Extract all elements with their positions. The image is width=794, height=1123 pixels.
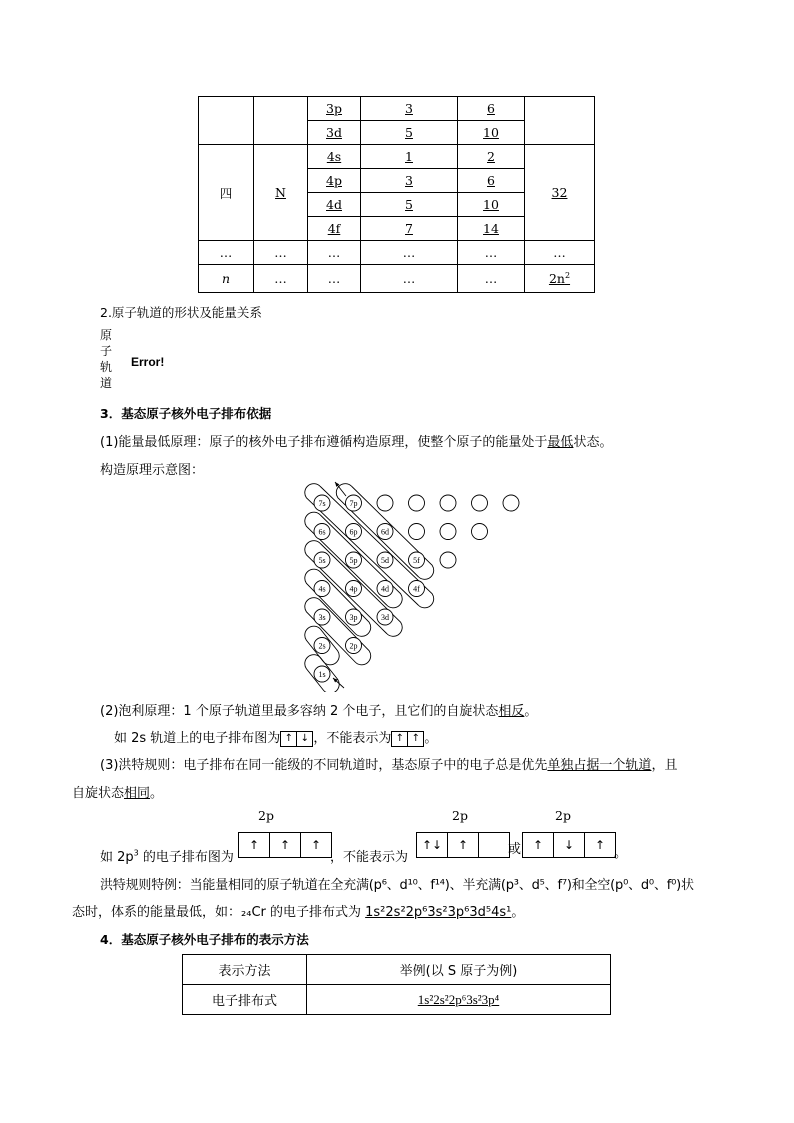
cell-count: 7 xyxy=(361,217,458,241)
orbital-label: 4f xyxy=(413,584,420,594)
text: 的电子排布图为 xyxy=(138,850,234,865)
cell-level: … xyxy=(254,265,308,293)
orbital-label: 6s xyxy=(318,527,326,537)
header-method: 表示方法 xyxy=(183,955,307,985)
vert-char: 轨 xyxy=(100,360,113,374)
representation-table xyxy=(182,954,611,1015)
orbital-label: 3d xyxy=(381,613,389,622)
cell-shell: … xyxy=(199,241,254,265)
up-arrow: ↑ xyxy=(411,732,421,744)
up-arrow: ↑ xyxy=(270,833,301,857)
cell-total xyxy=(525,265,595,293)
cell-sub: 3p xyxy=(308,97,361,121)
para-pauli-example xyxy=(114,727,437,747)
cell-example: 1s²2s²2p⁶3s²3p⁴ xyxy=(307,985,611,1015)
text: 或 xyxy=(508,842,522,857)
text-sup: 3 xyxy=(133,848,139,858)
section3-title: 3．基态原子核外电子排布依据 xyxy=(100,406,272,421)
down-arrow: ↓ xyxy=(554,833,585,857)
hund-box-correct xyxy=(238,832,332,858)
para-2p-example xyxy=(100,846,234,865)
empty-cell xyxy=(479,833,509,857)
orbital-vertical-label xyxy=(100,327,114,391)
text-under: 1s²2s²2p⁶3s²3p⁶3d⁵4s¹ xyxy=(365,905,512,920)
cell-count: … xyxy=(361,265,458,293)
text: 如 2p xyxy=(100,850,134,865)
para-pauli xyxy=(100,700,537,719)
text: ₂₄Cr 的电子排布式为 xyxy=(241,905,366,920)
empty-orbital xyxy=(409,524,425,540)
orbital-box-wrong xyxy=(391,731,424,747)
up-arrow: ↑ xyxy=(239,833,270,857)
cell-count: 3 xyxy=(361,169,458,193)
vert-char: 道 xyxy=(100,376,113,390)
text-under: 单独占据一个轨道 xyxy=(547,758,652,773)
text: 态时，体系的能量最低，如： xyxy=(72,905,242,920)
para-hund-special: 洪特规则特例：当能量相同的原子轨道在全充满(p⁶、d¹⁰、f¹⁴)、半充满(p³、d⁵、f⁷)和全空(p⁰、d⁰、f⁰)状 xyxy=(100,878,694,893)
error-text: Error! xyxy=(131,355,165,369)
cell-max: 10 xyxy=(458,193,525,217)
total-base: 2n xyxy=(548,271,565,287)
pair-arrow: ↑↓ xyxy=(417,833,448,857)
hund-box-wrong-2 xyxy=(522,832,616,858)
cell-max: 14 xyxy=(458,217,525,241)
label-2p: 2p xyxy=(452,808,468,823)
cell-count: 5 xyxy=(361,121,458,145)
text: ，不能表示为 xyxy=(330,850,409,865)
cell-total: … xyxy=(525,241,595,265)
orbital-label: 2p xyxy=(349,641,358,651)
label-2p: 2p xyxy=(555,808,571,823)
text-under: 相反 xyxy=(498,704,525,719)
orbital-label: 6d xyxy=(381,527,389,537)
up-arrow: ↑ xyxy=(594,838,606,852)
text: 。 xyxy=(424,731,438,746)
orbital-label: 5s xyxy=(318,556,326,565)
cell-count: 1 xyxy=(361,145,458,169)
cell-sub: 4s xyxy=(308,145,361,169)
cell-sub: 4p xyxy=(308,169,361,193)
cell-sub: … xyxy=(308,265,361,293)
up-arrow: ↑ xyxy=(392,732,408,746)
hund-box-wrong-1 xyxy=(416,832,510,858)
para-lowest-energy xyxy=(100,431,612,450)
orbital-label: 7p xyxy=(349,499,358,508)
cell-max: … xyxy=(458,241,525,265)
text: (2)泡利原理：1 个原子轨道里最多容纳 2 个电子，且它们的自旋状态 xyxy=(100,704,499,719)
cell-max: 10 xyxy=(458,121,525,145)
cell-total xyxy=(525,97,595,145)
cell-count: 3 xyxy=(361,97,458,121)
text: 状态。 xyxy=(573,435,613,450)
text: 如 2s 轨道上的电子排布图为 xyxy=(114,731,281,746)
cell-max: 6 xyxy=(458,97,525,121)
aufbau-diagram xyxy=(296,478,536,692)
text: 。 xyxy=(150,786,164,801)
cell-level xyxy=(254,97,308,145)
text: (1)能量最低原理：原子的核外电子排布遵循构造原理，使整个原子的能量处于 xyxy=(100,435,548,450)
section2-title: 2.原子轨道的形状及能量关系 xyxy=(100,305,262,320)
vert-char: 子 xyxy=(100,344,113,358)
text: 。 xyxy=(511,905,525,920)
orbital-label: 4s xyxy=(318,584,326,594)
orbital-label: 4p xyxy=(349,584,358,594)
cell-total: 32 xyxy=(525,145,595,241)
up-arrow: ↑ xyxy=(523,833,554,857)
section4-title: 4．基态原子核外电子排布的表示方法 xyxy=(100,932,309,947)
orbital-box-correct xyxy=(280,731,313,747)
empty-orbital xyxy=(440,524,456,540)
empty-orbital xyxy=(440,495,456,511)
orbital-label: 3s xyxy=(318,613,326,622)
vert-char: 原 xyxy=(100,328,113,342)
cell-shell xyxy=(199,97,254,145)
diagram-title: 构造原理示意图： xyxy=(100,463,205,478)
cell-sub: 4d xyxy=(308,193,361,217)
cell-level: … xyxy=(254,241,308,265)
header-example: 举例(以 S 原子为例) xyxy=(307,955,611,985)
orbital-label: 1s xyxy=(318,670,326,679)
text: 。 xyxy=(524,704,538,719)
orbital-label: 5d xyxy=(381,556,389,565)
up-arrow: ↑ xyxy=(448,833,479,857)
cell-sub: 4f xyxy=(308,217,361,241)
text: ，不能表示为 xyxy=(313,731,392,746)
text: 。 xyxy=(614,846,628,861)
para-hund xyxy=(100,754,677,773)
text: ，且 xyxy=(651,758,678,773)
subshell-table xyxy=(198,96,595,293)
orbital-label: 6p xyxy=(349,527,358,537)
orbital-label: 5f xyxy=(413,556,420,565)
cell-count: … xyxy=(361,241,458,265)
text-under: 相同 xyxy=(124,786,151,801)
text-under: 最低 xyxy=(547,435,574,450)
cell-sub: 3d xyxy=(308,121,361,145)
down-arrow: ↓ xyxy=(300,732,309,744)
up-arrow: ↑ xyxy=(281,732,297,746)
cell-max: … xyxy=(458,265,525,293)
cell-level: N xyxy=(254,145,308,241)
para-hund-line2 xyxy=(72,782,163,801)
label-2p: 2p xyxy=(258,808,274,823)
para-hund-special-line2 xyxy=(72,901,524,920)
cell-count: 5 xyxy=(361,193,458,217)
empty-orbital xyxy=(472,495,488,511)
empty-orbital xyxy=(409,495,425,511)
orbital-label: 2s xyxy=(318,641,326,651)
cell-shell: 四 xyxy=(199,145,254,241)
cell-sub: … xyxy=(308,241,361,265)
empty-orbital xyxy=(377,495,393,511)
cell-max: 2 xyxy=(458,145,525,169)
cell-shell: n xyxy=(199,265,254,293)
cell-method: 电子排布式 xyxy=(183,985,307,1015)
empty-orbital xyxy=(440,552,456,568)
text: (3)洪特规则：电子排布在同一能级的不同轨道时，基态原子中的电子总是优先 xyxy=(100,758,548,773)
empty-orbital xyxy=(503,495,519,511)
orbital-label: 7s xyxy=(318,499,326,508)
orbital-label: 4d xyxy=(381,584,389,594)
empty-orbital xyxy=(472,524,488,540)
text: 自旋状态 xyxy=(72,786,125,801)
total-sup: 2 xyxy=(564,270,571,280)
orbital-label: 5p xyxy=(349,556,358,565)
up-arrow: ↑ xyxy=(310,838,322,852)
orbital-label: 3p xyxy=(349,613,358,622)
cell-max: 6 xyxy=(458,169,525,193)
